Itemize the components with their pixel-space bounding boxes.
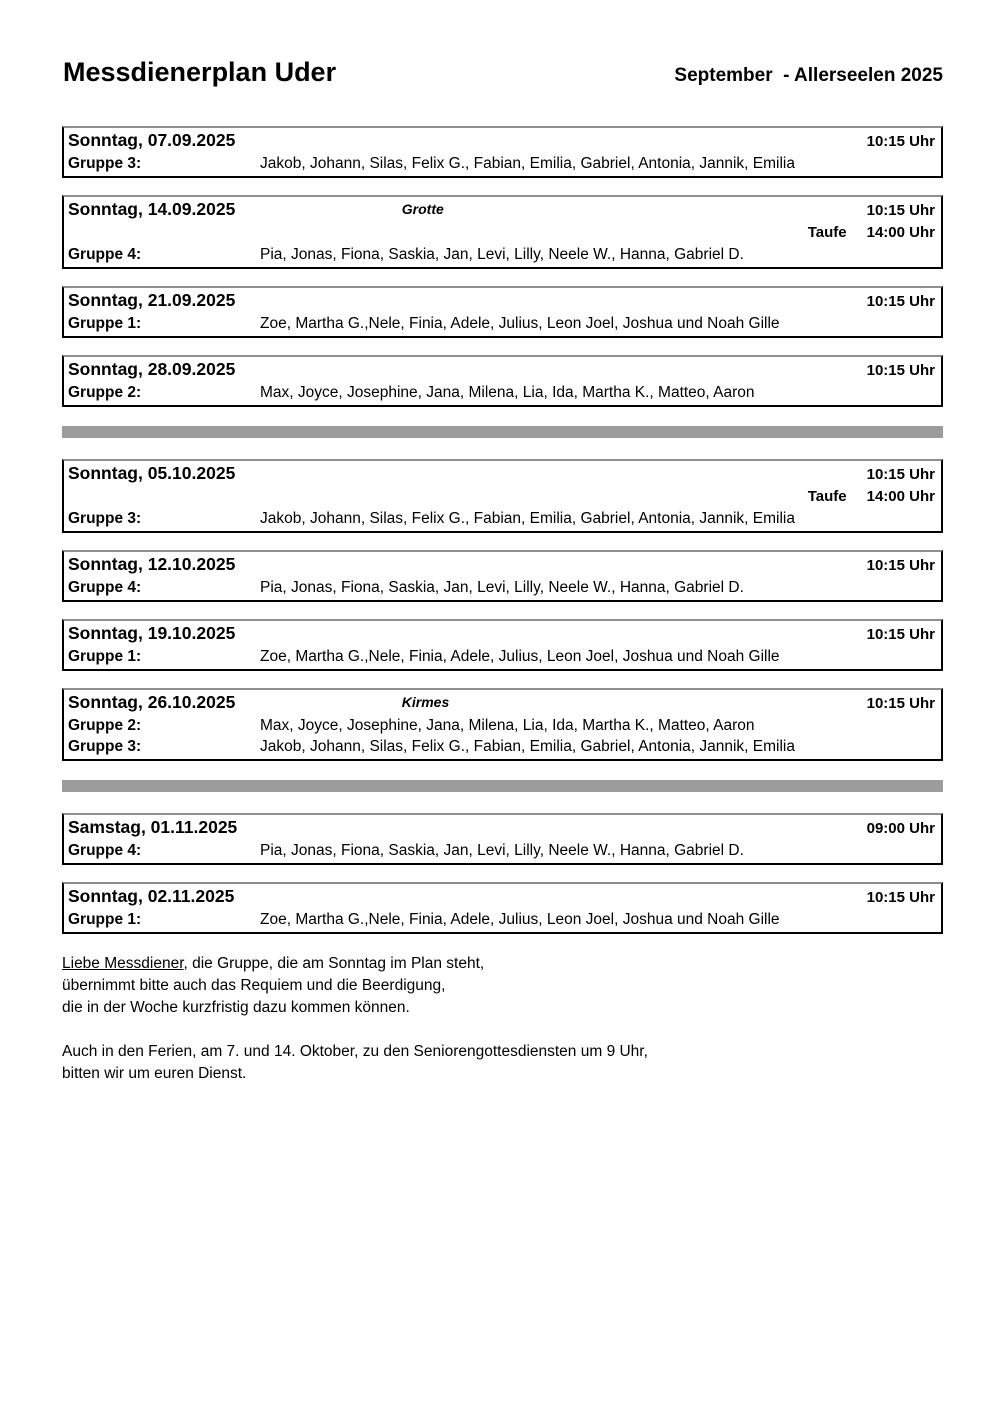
note-salutation: Liebe Messdiener: [62, 955, 184, 972]
event-date: Sonntag, 26.10.2025: [68, 692, 236, 712]
event-date: Sonntag, 05.10.2025: [68, 463, 236, 483]
event-header-row: [68, 462, 935, 486]
event-time: 10:15 Uhr: [866, 293, 935, 310]
event-time: 10:15 Uhr: [866, 626, 935, 643]
event-extra-row: [68, 486, 935, 508]
group-names: Pia, Jonas, Fiona, Saskia, Jan, Levi, Lilly, Neele W., Hanna, Gabriel D.: [260, 579, 744, 596]
event-header-row: [68, 622, 935, 646]
group-label: Gruppe 1:: [68, 911, 142, 928]
event-header-row: [68, 198, 935, 222]
event-time: 10:15 Uhr: [866, 557, 935, 574]
event-group-row: [68, 736, 935, 757]
note-paragraph-1: [62, 953, 943, 1019]
group-names: Zoe, Martha G.,Nele, Finia, Adele, Julius, Leon Joel, Joshua und Noah Gille: [260, 315, 780, 332]
event-box-2025-10-05: [62, 459, 943, 533]
event-note: Kirmes: [401, 694, 450, 710]
event-note: Grotte: [401, 201, 444, 217]
event-date: Sonntag, 02.11.2025: [68, 886, 235, 906]
event-box-2025-10-12: [62, 550, 943, 602]
event-box-2025-09-07: [62, 126, 943, 178]
group-label: Gruppe 2:: [68, 384, 142, 401]
event-date: Sonntag, 07.09.2025: [68, 130, 236, 150]
event-header-row: [68, 691, 935, 715]
event-time: 10:15 Uhr: [866, 133, 935, 150]
group-names: Max, Joyce, Josephine, Jana, Milena, Lia, Ida, Martha K., Matteo, Aaron: [260, 384, 755, 401]
section-separator-bar: [62, 780, 943, 792]
event-date: Sonntag, 19.10.2025: [68, 623, 236, 643]
note-paragraph-2: [62, 1041, 943, 1085]
event-date: Sonntag, 28.09.2025: [68, 359, 236, 379]
event-group-row: [68, 382, 935, 403]
event-box-2025-10-26: [62, 688, 943, 761]
group-names: Zoe, Martha G.,Nele, Finia, Adele, Julius, Leon Joel, Joshua und Noah Gille: [260, 911, 780, 928]
event-time: 10:15 Uhr: [866, 889, 935, 906]
group-names: Jakob, Johann, Silas, Felix G., Fabian, Emilia, Gabriel, Antonia, Jannik, Emilia: [260, 738, 795, 755]
group-names: Zoe, Martha G.,Nele, Finia, Adele, Julius, Leon Joel, Joshua und Noah Gille: [260, 648, 780, 665]
event-header-row: [68, 553, 935, 577]
group-label: Gruppe 3:: [68, 738, 142, 755]
event-group-row: [68, 508, 935, 529]
note-line-1: , die Gruppe, die am Sonntag im Plan steht,: [183, 955, 485, 972]
footer-notes: [62, 953, 943, 1085]
note-line-5: bitten wir um euren Dienst.: [62, 1065, 247, 1082]
event-time: 10:15 Uhr: [866, 695, 935, 712]
group-label: Gruppe 4:: [68, 246, 142, 263]
extra-time: 14:00 Uhr: [866, 224, 935, 241]
event-group-row: [68, 313, 935, 334]
event-time: 10:15 Uhr: [866, 362, 935, 379]
event-header-row: [68, 129, 935, 153]
event-date: Sonntag, 12.10.2025: [68, 554, 236, 574]
group-names: Jakob, Johann, Silas, Felix G., Fabian, Emilia, Gabriel, Antonia, Jannik, Emilia: [260, 155, 795, 172]
event-box-2025-09-28: [62, 355, 943, 407]
group-names: Pia, Jonas, Fiona, Saskia, Jan, Levi, Lilly, Neele W., Hanna, Gabriel D.: [260, 246, 744, 263]
event-header-row: [68, 289, 935, 313]
extra-time: 14:00 Uhr: [866, 488, 935, 505]
note-line-3: die in der Woche kurzfristig dazu kommen können.: [62, 999, 410, 1016]
group-names: Jakob, Johann, Silas, Felix G., Fabian, Emilia, Gabriel, Antonia, Jannik, Emilia: [260, 510, 795, 527]
event-date: Samstag, 01.11.2025: [68, 817, 238, 837]
group-label: Gruppe 4:: [68, 579, 142, 596]
note-line-4: Auch in den Ferien, am 7. und 14. Oktober, zu den Seniorengottesdiensten um 9 Uhr,: [62, 1043, 648, 1060]
event-date: Sonntag, 14.09.2025: [68, 199, 236, 219]
event-time: 10:15 Uhr: [866, 202, 935, 219]
group-label: Gruppe 3:: [68, 155, 142, 172]
event-group-row: [68, 909, 935, 930]
event-group-row: [68, 840, 935, 861]
event-group-row: [68, 244, 935, 265]
document-header: [63, 56, 943, 88]
event-box-2025-09-14: [62, 195, 943, 269]
event-date: Sonntag, 21.09.2025: [68, 290, 236, 310]
event-group-row: [68, 577, 935, 598]
section-separator-bar: [62, 426, 943, 438]
event-box-2025-11-01: [62, 813, 943, 865]
event-box-2025-10-19: [62, 619, 943, 671]
group-names: Pia, Jonas, Fiona, Saskia, Jan, Levi, Lilly, Neele W., Hanna, Gabriel D.: [260, 842, 744, 859]
event-group-row: [68, 715, 935, 736]
extra-label: Taufe: [807, 224, 847, 241]
event-box-2025-11-02: [62, 882, 943, 934]
event-header-row: [68, 358, 935, 382]
schedule-list: [62, 126, 943, 934]
event-header-row: [68, 885, 935, 909]
event-group-row: [68, 153, 935, 174]
event-header-row: [68, 816, 935, 840]
event-group-row: [68, 646, 935, 667]
extra-label: Taufe: [807, 488, 847, 505]
event-extra-row: [68, 222, 935, 244]
group-label: Gruppe 1:: [68, 315, 142, 332]
group-label: Gruppe 2:: [68, 717, 142, 734]
group-names: Max, Joyce, Josephine, Jana, Milena, Lia, Ida, Martha K., Matteo, Aaron: [260, 717, 755, 734]
event-time: 10:15 Uhr: [866, 466, 935, 483]
group-label: Gruppe 4:: [68, 842, 142, 859]
event-box-2025-09-21: [62, 286, 943, 338]
group-label: Gruppe 1:: [68, 648, 142, 665]
event-time: 09:00 Uhr: [866, 820, 935, 837]
group-label: Gruppe 3:: [68, 510, 142, 527]
note-line-2: übernimmt bitte auch das Requiem und die Beerdigung,: [62, 977, 446, 994]
header-period-label: September - Allerseelen 2025: [674, 65, 943, 86]
page-title: Messdienerplan Uder: [63, 57, 337, 87]
